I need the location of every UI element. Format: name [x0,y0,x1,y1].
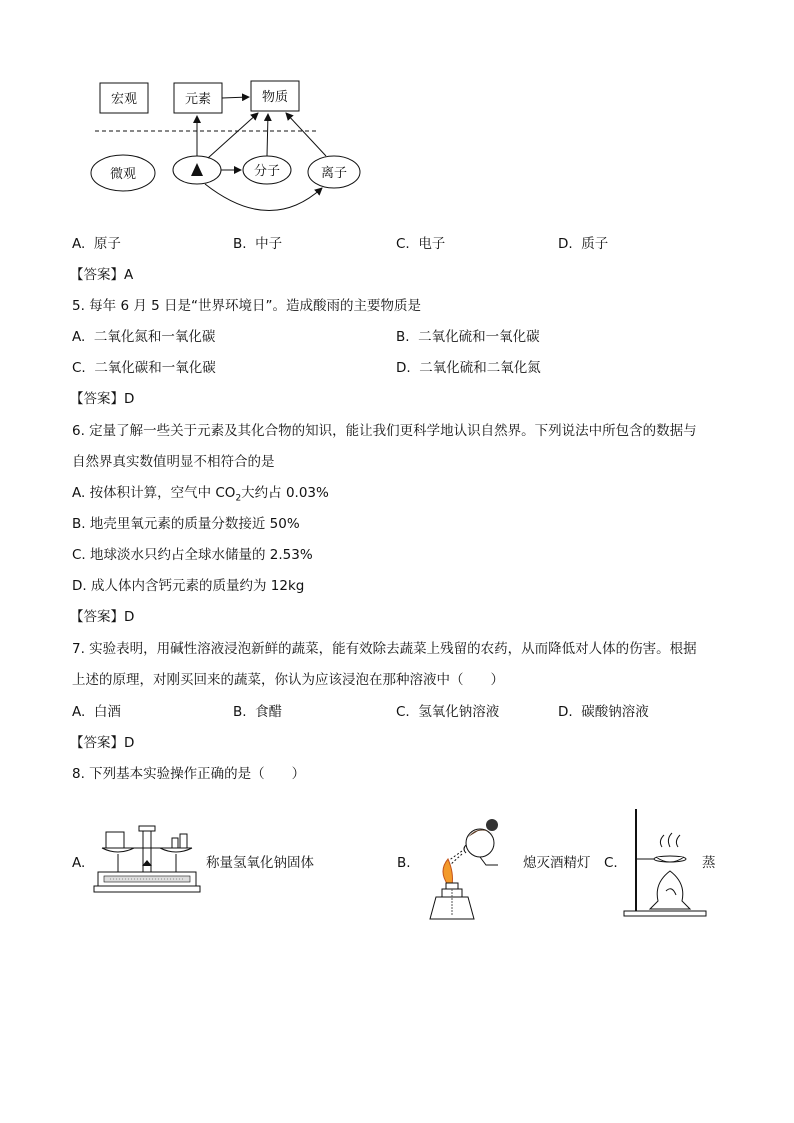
q6-option-b: B. 地壳里氧元素的质量分数接近 50% [72,516,300,532]
element-label: 元素 [184,92,212,107]
q8-stem: 8. 下列基本实验操作正确的是（ ） [72,766,306,782]
q7-option-a: A. 白酒 [72,704,121,720]
q8-option-c-text: 蒸 [702,855,716,871]
balance-scale-illustration [92,820,202,900]
q7-option-c: C. 氢氧化钠溶液 [396,704,500,720]
q8-option-c-letter: C. [604,855,618,871]
q8-option-b-text: 熄灭酒精灯 [523,855,591,871]
q4-option-d: D. 质子 [558,236,609,252]
ion-label: 离子 [320,166,348,181]
q4-answer: 【答案】A [70,267,134,283]
q7-option-d: D. 碳酸钠溶液 [558,704,649,720]
q5-option-d: D. 二氧化硫和二氧化氮 [396,360,541,376]
molecule-label: 分子 [253,164,281,179]
q4-option-c: C. 电子 [396,236,446,252]
q4-option-b: B. 中子 [233,236,283,252]
iron-stand-illustration [620,805,710,920]
q8-option-b-letter: B. [397,855,411,871]
q5-option-a: A. 二氧化氮和一氧化碳 [72,329,216,345]
q4-option-a: A. 原子 [72,236,121,252]
q7-stem-line2: 上述的原理，对刚买回来的蔬菜，你认为应该浸泡在那种溶液中（ ） [72,672,504,688]
q6-option-d: D. 成人体内含钙元素的质量约为 12kg [72,578,305,594]
q7-stem-line1: 7. 实验表明，用碱性溶液浸泡新鲜的蔬菜，能有效除去蔬菜上残留的农药，从而降低对人体的伤害。根据 [72,641,697,657]
q6-stem-line2: 自然界真实数值明显不相符合的是 [72,454,275,470]
q8-option-a-letter: A. [72,855,86,871]
q7-answer: 【答案】D [70,735,135,751]
macro-micro-diagram [0,0,794,230]
q6-option-c: C. 地球淡水只约占全球水储量的 2.53% [72,547,313,563]
micro-label: 微观 [109,167,137,182]
q6-answer: 【答案】D [70,609,135,625]
q5-option-b: B. 二氧化硫和一氧化碳 [396,329,540,345]
q5-answer: 【答案】D [70,391,135,407]
substance-label: 物质 [261,90,289,105]
alcohol-lamp-illustration [418,815,518,927]
q7-option-b: B. 食醋 [233,704,283,720]
q5-stem: 5. 每年 6 月 5 日是“世界环境日”。造成酸雨的主要物质是 [72,298,422,314]
q6-option-a: A. 按体积计算，空气中 $CO_2$大约占 0.03% [72,485,329,504]
macro-label: 宏观 [110,92,138,107]
q8-option-a-text: 称量氢氧化钠固体 [206,855,314,871]
q6-stem-line1: 6. 定量了解一些关于元素及其化合物的知识，能让我们更科学地认识自然界。下列说法中所包含的数据与 [72,423,697,439]
q5-option-c: C. 二氧化碳和一氧化碳 [72,360,216,376]
